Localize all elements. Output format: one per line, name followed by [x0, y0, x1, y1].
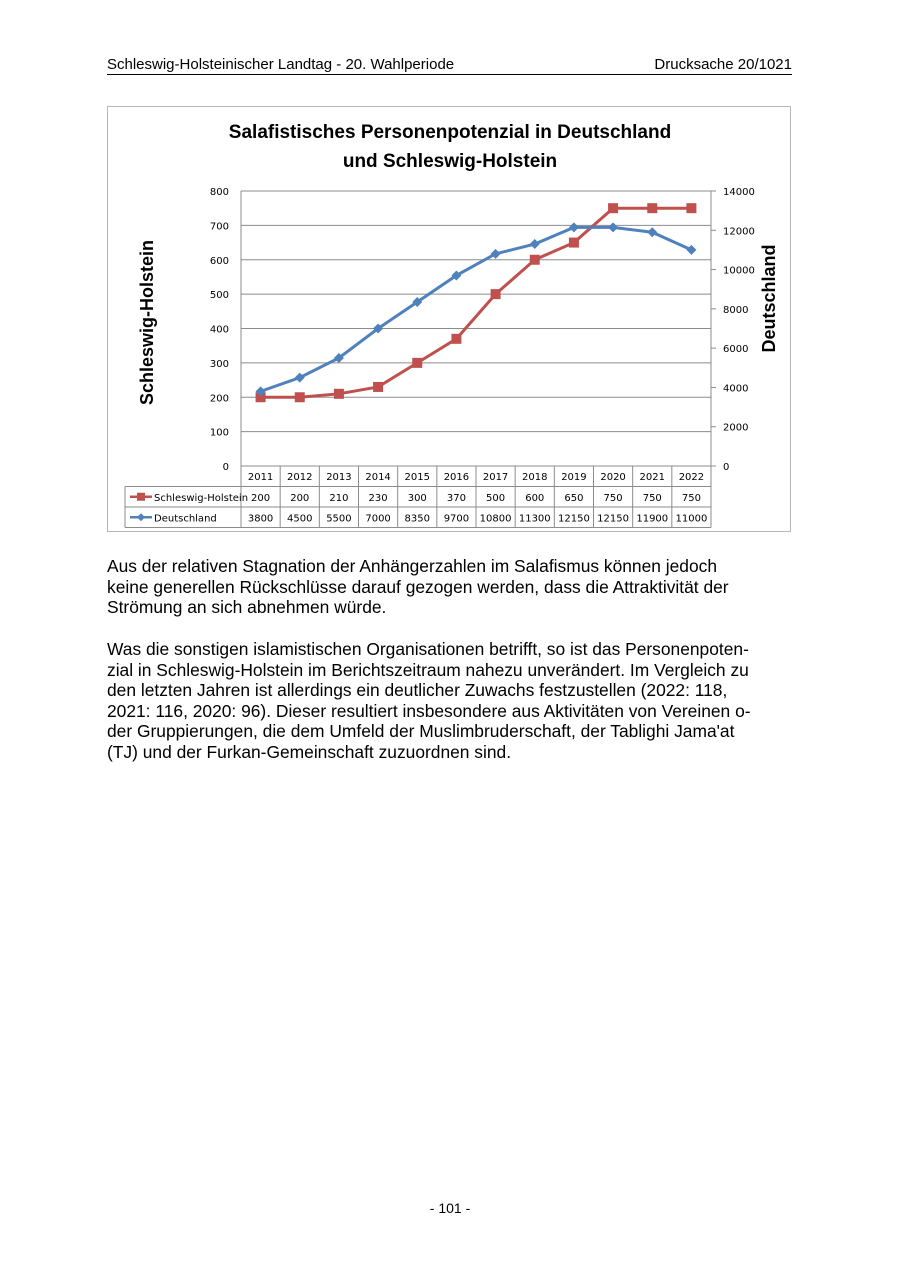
data-label: 5500: [326, 513, 352, 525]
data-label: 230: [368, 492, 388, 504]
page-number: - 101 -: [429, 1200, 471, 1216]
paragraph-2: [107, 639, 797, 763]
chart-title-line: Salafistisches Personenpotenzial in Deutschland: [228, 122, 672, 143]
series-line-schleswig-holstein: [261, 208, 692, 397]
paragraph-line: keine generellen Rückschlüsse darauf gezogen werden, dass die Attraktivität der: [107, 576, 729, 597]
data-label: 4500: [287, 513, 313, 525]
y2-tick-label: 6000: [723, 344, 749, 356]
header-right: Drucksache 20/1021: [654, 56, 792, 73]
legend-marker: [137, 493, 145, 501]
data-label: 11300: [518, 513, 551, 525]
series-line-deutschland: [261, 227, 692, 391]
chart: [108, 107, 792, 533]
data-label: 300: [407, 492, 427, 504]
x-tick-label: 2022: [678, 472, 705, 483]
x-tick-label: 2017: [482, 472, 509, 483]
y-axis-label: Schleswig-Holstein: [137, 239, 157, 406]
data-label: 11000: [675, 513, 708, 525]
paragraph-line: Strömung an sich abnehmen würde.: [107, 597, 387, 618]
paragraph-line: (TJ) und der Furkan-Gemeinschaft zuzuordnen sind.: [107, 741, 512, 762]
data-label: 11900: [636, 513, 669, 525]
x-tick-label: 2014: [365, 472, 391, 483]
data-point: [530, 255, 540, 265]
data-label: 7000: [365, 513, 391, 525]
y-tick-label: 300: [209, 358, 229, 370]
data-label: 750: [642, 492, 662, 504]
data-point: [295, 392, 305, 402]
data-label: 200: [290, 492, 310, 504]
x-tick-label: 2018: [522, 472, 548, 483]
data-point: [647, 227, 657, 237]
x-tick-label: 2013: [326, 472, 352, 483]
data-point: [569, 222, 579, 232]
data-label: 500: [486, 492, 506, 504]
data-point: [295, 373, 305, 383]
data-point: [451, 334, 461, 344]
y-tick-label: 800: [209, 187, 229, 198]
y2-tick-label: 14000: [723, 187, 755, 198]
data-point: [647, 203, 657, 213]
x-tick-label: 2021: [639, 472, 665, 483]
y2-tick-label: 10000: [723, 265, 755, 277]
data-label: 200: [251, 492, 271, 504]
y2-tick-label: 0: [723, 462, 730, 473]
x-tick-label: 2016: [443, 472, 470, 483]
data-label: 3800: [247, 513, 274, 525]
y-tick-label: 600: [209, 255, 229, 267]
header-rule: [107, 74, 792, 75]
legend-label: Deutschland: [154, 513, 217, 525]
data-label: 8350: [404, 513, 430, 525]
paragraph-line: 2021: 116, 2020: 96). Dieser resultiert insbesondere aus Aktivitäten von Vereinen o-: [107, 700, 751, 721]
x-tick-label: 2020: [600, 472, 626, 483]
legend-marker: [137, 513, 145, 521]
data-label: 9700: [443, 513, 470, 525]
data-point: [686, 245, 696, 255]
y2-tick-label: 12000: [723, 226, 755, 238]
y2-axis-label: Deutschland: [759, 244, 779, 353]
data-label: 12150: [558, 513, 590, 525]
y2-tick-label: 8000: [723, 304, 749, 316]
data-label: 12150: [597, 513, 629, 525]
paragraph-line: den letzten Jahren ist allerdings ein deutlicher Zuwachs festzustellen (2022: 118,: [107, 680, 728, 701]
data-point: [608, 222, 618, 232]
data-point: [530, 239, 540, 249]
y-tick-label: 200: [209, 393, 229, 405]
paragraph-1: [107, 556, 797, 618]
data-label: 10800: [479, 513, 512, 525]
paragraph-line: der Gruppierungen, die dem Umfeld der Muslimbruderschaft, der Tablighi Jama'at: [107, 721, 735, 742]
y-tick-label: 500: [209, 290, 229, 302]
y-tick-label: 100: [209, 427, 229, 439]
paragraph-line: zial in Schleswig-Holstein im Berichtszeitraum nahezu unverändert. Im Vergleich zu: [107, 659, 749, 680]
data-label: 750: [681, 492, 701, 504]
y-tick-label: 400: [209, 324, 229, 336]
data-point: [373, 382, 383, 392]
data-point: [334, 389, 344, 399]
data-point: [569, 238, 579, 248]
paragraph-line: Aus der relativen Stagnation der Anhängerzahlen im Salafismus können jedoch: [107, 556, 718, 576]
data-point: [686, 203, 696, 213]
chart-frame: [107, 106, 791, 532]
data-label: 600: [525, 492, 545, 504]
y-tick-label: 0: [222, 462, 229, 473]
x-tick-label: 2012: [287, 472, 313, 483]
x-tick-label: 2011: [247, 472, 274, 483]
y2-tick-label: 2000: [723, 422, 749, 434]
data-label: 210: [329, 492, 349, 504]
data-label: 650: [564, 492, 584, 504]
chart-title-line: und Schleswig-Holstein: [342, 151, 558, 172]
data-label: 370: [446, 492, 466, 504]
data-point: [491, 289, 501, 299]
y2-tick-label: 4000: [723, 383, 749, 395]
x-tick-label: 2019: [561, 472, 587, 483]
data-point: [608, 203, 618, 213]
paragraph-line: Was die sonstigen islamistischen Organisationen betrifft, so ist das Personenpoten-: [107, 639, 749, 659]
y-tick-label: 700: [209, 221, 229, 233]
legend-label: Schleswig-Holstein: [154, 492, 249, 504]
data-label: 750: [603, 492, 623, 504]
data-point: [412, 358, 422, 368]
x-tick-label: 2015: [404, 472, 430, 483]
header-left: Schleswig-Holsteinischer Landtag - 20. Wahlperiode: [107, 56, 455, 73]
